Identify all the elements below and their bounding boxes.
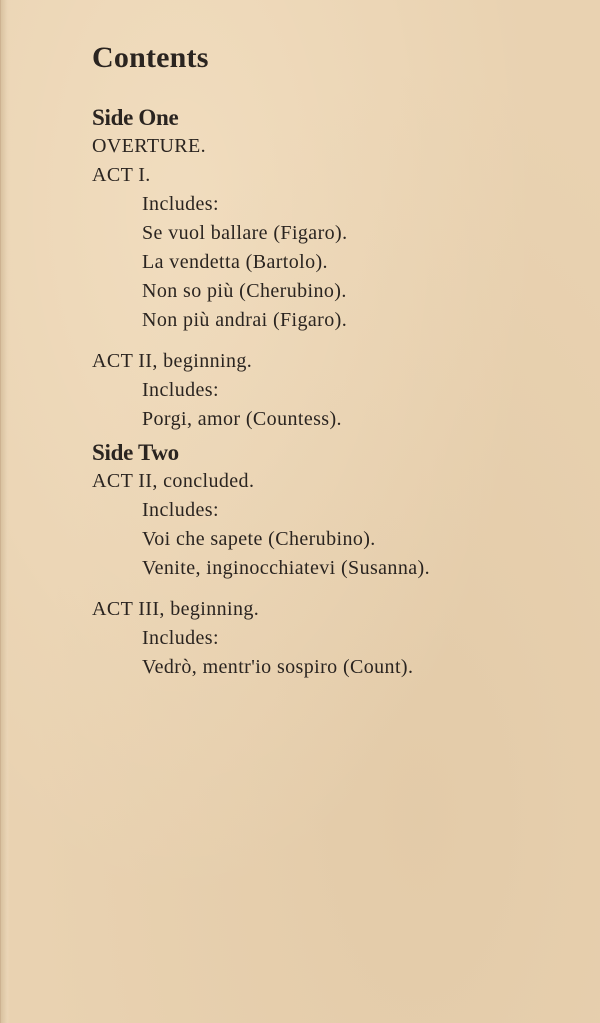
list-item: Se vuol ballare (Figaro). [142,222,348,244]
section-label: ACT III, beginning. [92,598,260,620]
section-act-2-beginning [92,347,582,434]
section-act-1 [92,161,582,335]
section-label: ACT I. [92,164,151,186]
section-overture [92,132,582,161]
list-item: Non so più (Cherubino). [142,280,347,302]
list-item: La vendetta (Bartolo). [142,251,328,273]
page-title: Contents [92,41,209,74]
includes-label: Includes: [142,627,219,649]
contents-page [92,38,582,682]
includes-label: Includes: [142,193,219,215]
side-heading: Side Two [92,440,179,465]
spacer [92,583,582,595]
list-item: Vedrò, mentr'io sospiro (Count). [142,656,414,678]
side-heading: Side One [92,105,179,130]
side-one [92,103,582,434]
section-act-3-beginning [92,595,582,682]
list-item: Venite, inginocchiatevi (Susanna). [142,557,430,579]
includes-label: Includes: [142,499,219,521]
section-act-2-concluded [92,467,582,583]
side-two [92,438,582,682]
page-edge [0,0,10,1023]
spacer [92,335,582,347]
list-item: Porgi, amor (Countess). [142,408,342,430]
section-label: OVERTURE. [92,135,207,157]
section-label: ACT II, concluded. [92,470,255,492]
section-label: ACT II, beginning. [92,350,253,372]
includes-label: Includes: [142,379,219,401]
list-item: Voi che sapete (Cherubino). [142,528,376,550]
list-item: Non più andrai (Figaro). [142,309,348,331]
